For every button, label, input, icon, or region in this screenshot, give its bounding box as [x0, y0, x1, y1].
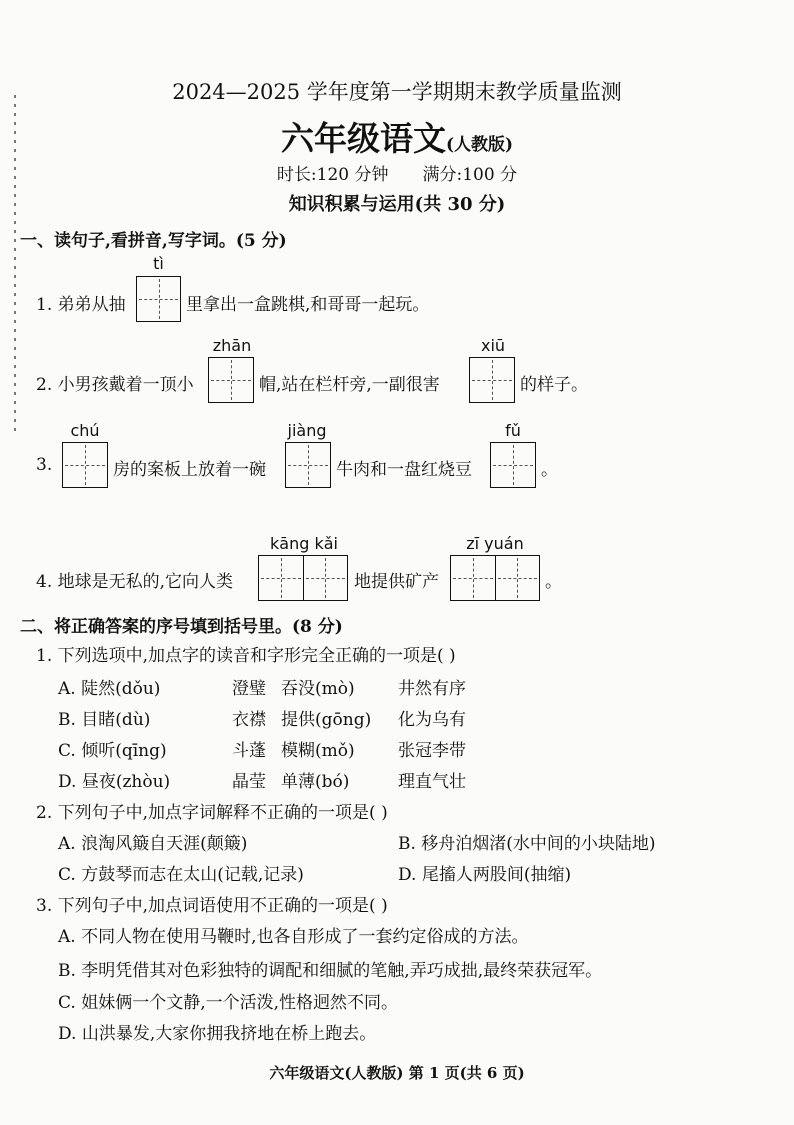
- s1-q1-pre: 1. 弟弟从抽: [36, 295, 126, 315]
- s2-q1-stem: 1. 下列选项中,加点字的读音和字形完全正确的一项是( ): [36, 646, 456, 666]
- s2-q1-b-col4: 化为乌有: [398, 710, 466, 730]
- s1-q1-post: 里拿出一盒跳棋,和哥哥一起玩。: [186, 295, 430, 315]
- s1-q2-writing-box-2[interactable]: [469, 357, 515, 403]
- s2-q2-option-a: A. 浪淘风簸自天涯(颠簸): [58, 834, 248, 854]
- s1-q4-mid: 地提供矿产: [354, 572, 439, 592]
- s2-q1-c-col4: 张冠李带: [398, 741, 466, 761]
- s2-q1-c-col3: 模糊(mǒ): [281, 741, 355, 761]
- s1-q3-pinyin-2: jiàng: [287, 421, 327, 440]
- s2-q3-option-b: B. 李明凭借其对色彩独特的调配和细腻的笔触,弄巧成拙,最终荣获冠军。: [58, 961, 603, 981]
- s1-q3-mid2: 牛肉和一盘红烧豆: [336, 460, 472, 480]
- s2-q1-d-col2: 晶莹: [232, 772, 266, 792]
- subject-title: [0, 113, 794, 160]
- s2-q3-stem: 3. 下列句子中,加点词语使用不正确的一项是( ): [36, 896, 388, 916]
- s1-q2-mid: 帽,站在栏杆旁,一副很害: [259, 375, 440, 395]
- s2-q1-b-col1: B. 目睹(dù): [58, 710, 151, 730]
- s1-q2-pinyin-1: zhān: [212, 336, 252, 355]
- s2-q2-pre: 2. 小男孩戴着一顶小: [36, 375, 194, 395]
- section2-title: 二、将正确答案的序号填到括号里。(8 分): [20, 617, 343, 637]
- s2-q2-option-b: B. 移舟泊烟渚(水中间的小块陆地): [398, 834, 656, 854]
- s1-q4-pinyin-2: zī yuán: [466, 534, 524, 553]
- s1-q3-writing-box-1[interactable]: [62, 442, 108, 488]
- s1-q3-pinyin-1: chú: [70, 421, 100, 440]
- s2-q2-stem: 2. 下列句子中,加点字词解释不正确的一项是( ): [36, 803, 388, 823]
- s1-q3-mid1: 房的案板上放着一碗: [113, 460, 266, 480]
- s1-q3-writing-box-3[interactable]: [490, 442, 536, 488]
- s2-q3-option-d: D. 山洪暴发,大家你拥我挤地在桥上跑去。: [58, 1024, 377, 1044]
- s2-q1-a-col2: 澄璧: [232, 679, 266, 699]
- s2-q1-d-col3: 单薄(bó): [281, 772, 350, 792]
- s2-q1-b-col2: 衣襟: [232, 710, 266, 730]
- s1-q2-writing-box-1[interactable]: [208, 357, 254, 403]
- s1-q4-post: 。: [545, 572, 562, 592]
- s2-q2-option-d: D. 尾搐人两股间(抽缩): [398, 865, 572, 885]
- exam-info: [0, 160, 794, 185]
- s1-q4-pinyin-1: kāng kǎi: [270, 534, 338, 553]
- s2-q1-a-col3: 吞没(mò): [281, 679, 355, 699]
- full-score: 满分:100 分: [422, 165, 518, 185]
- s2-q1-a-col1: A. 陡然(dǒu): [58, 679, 161, 699]
- s1-q3-post: 。: [541, 460, 558, 480]
- part-title: 知识积累与运用(共 30 分): [288, 194, 506, 215]
- subject-name: 六年级语文: [280, 119, 446, 158]
- s1-q2-post: 的样子。: [520, 375, 588, 395]
- s2-q3-option-c: C. 姐妹俩一个文静,一个活泼,性格迥然不同。: [58, 993, 399, 1013]
- exam-title: 2024—2025 学年度第一学期期末教学质量监测: [172, 80, 622, 104]
- s2-q1-c-col1: C. 倾听(qīng): [58, 741, 167, 761]
- s1-q4-writing-box-2[interactable]: [450, 555, 540, 601]
- s1-q2-pinyin-2: xiū: [480, 336, 506, 355]
- s2-q1-d-col1: D. 昼夜(zhòu): [58, 772, 171, 792]
- s1-q3-writing-box-2[interactable]: [285, 442, 331, 488]
- s1-q3-pre: 3.: [36, 455, 53, 475]
- s2-q1-c-col2: 斗蓬: [232, 741, 266, 761]
- s2-q3-option-a: A. 不同人物在使用马鞭时,也各自形成了一套约定俗成的方法。: [58, 927, 529, 947]
- s2-q1-b-col3: 提供(gōng): [281, 710, 372, 730]
- s2-q1-d-col4: 理直气壮: [398, 772, 466, 792]
- s1-q4-writing-box-1[interactable]: [258, 555, 348, 601]
- section1-title: 一、读句子,看拼音,写字词。(5 分): [20, 231, 287, 251]
- duration: 时长:120 分钟: [276, 165, 389, 185]
- subject-edition: (人教版): [445, 135, 514, 155]
- s1-q4-pre: 4. 地球是无私的,它向人类: [36, 572, 234, 592]
- s1-q1-pinyin: tì: [153, 254, 164, 273]
- s1-q3-pinyin-3: fǔ: [505, 421, 521, 440]
- page-footer: 六年级语文(人教版) 第 1 页(共 6 页): [269, 1064, 525, 1082]
- s2-q1-a-col4: 井然有序: [398, 679, 466, 699]
- s1-q1-writing-box[interactable]: [136, 276, 181, 322]
- s2-q2-option-c: C. 方鼓琴而志在太山(记载,记录): [58, 865, 304, 885]
